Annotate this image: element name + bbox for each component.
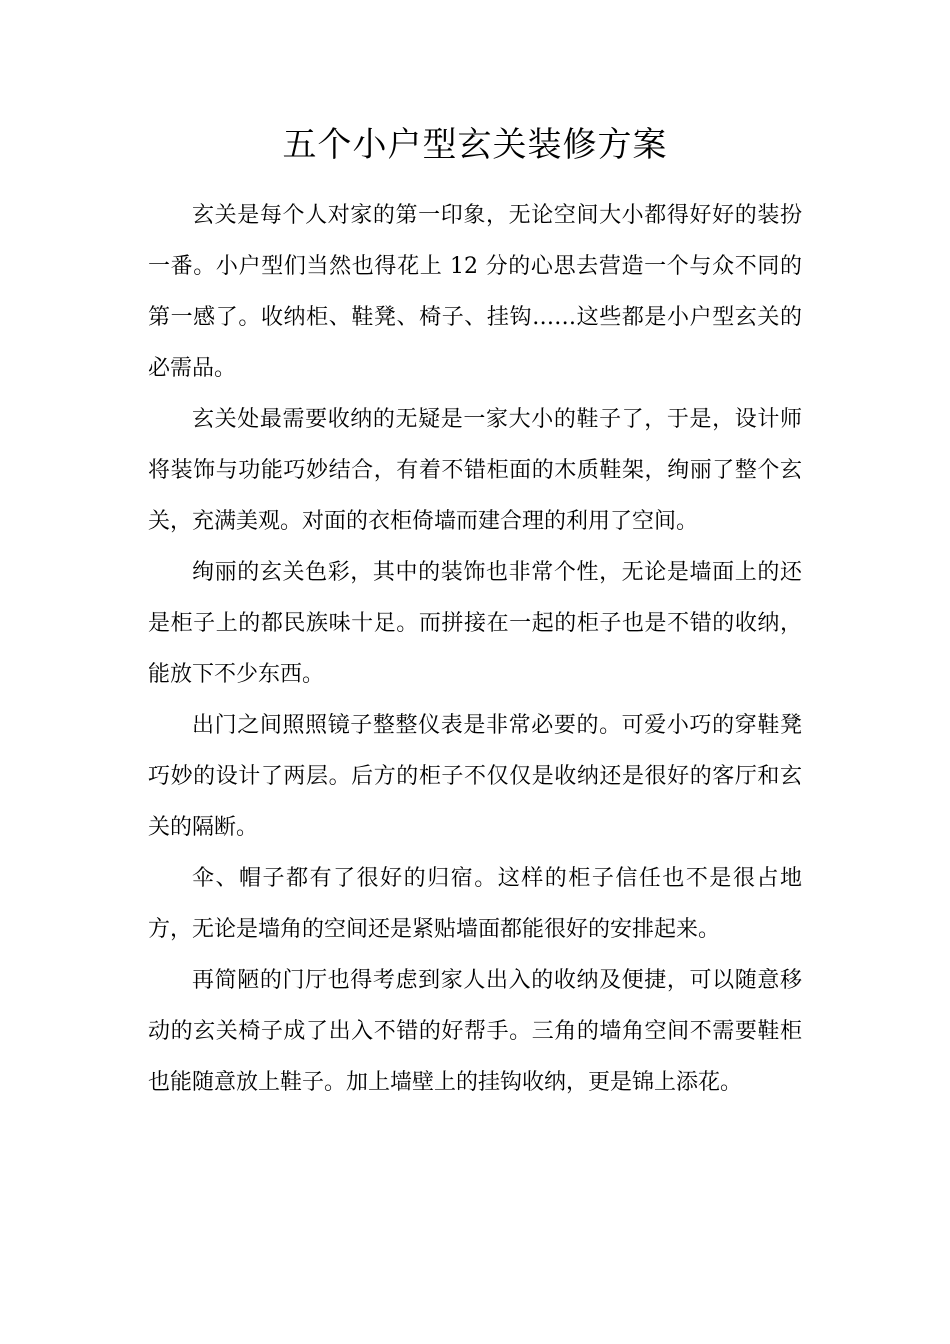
paragraph-1: 玄关是每个人对家的第一印象，无论空间大小都得好好的装扮一番。小户型们当然也得花上 12 分的心思去营造一个与众不同的第一感了。收纳柜、鞋凳、椅子、挂钩……这些都是小户型玄关的必需品。 [148,203,802,381]
paragraph-2: 玄关处最需要收纳的无疑是一家大小的鞋子了，于是，设计师将装饰与功能巧妙结合，有着不错柜面的木质鞋架，绚丽了整个玄关，充满美观。对面的衣柜倚墙而建合理的利用了空间。 [148,407,802,534]
document-body [148,190,802,1108]
paragraph-4: 出门之间照照镜子整整仪表是非常必要的。可爱小巧的穿鞋凳巧妙的设计了两层。后方的柜子不仅仅是收纳还是很好的客厅和玄关的隔断。 [148,713,802,840]
paragraph-5: 伞、帽子都有了很好的归宿。这样的柜子信任也不是很占地方，无论是墙角的空间还是紧贴墙面都能很好的安排起来。 [148,866,802,942]
document-title: 五个小户型玄关装修方案 [282,125,668,165]
paragraph-6: 再简陋的门厅也得考虑到家人出入的收纳及便捷，可以随意移动的玄关椅子成了出入不错的好帮手。三角的墙角空间不需要鞋柜也能随意放上鞋子。加上墙壁上的挂钩收纳，更是锦上添花。 [148,968,802,1095]
paragraph-3: 绚丽的玄关色彩，其中的装饰也非常个性，无论是墙面上的还是柜子上的都民族味十足。而拼接在一起的柜子也是不错的收纳，能放下不少东西。 [148,560,802,687]
